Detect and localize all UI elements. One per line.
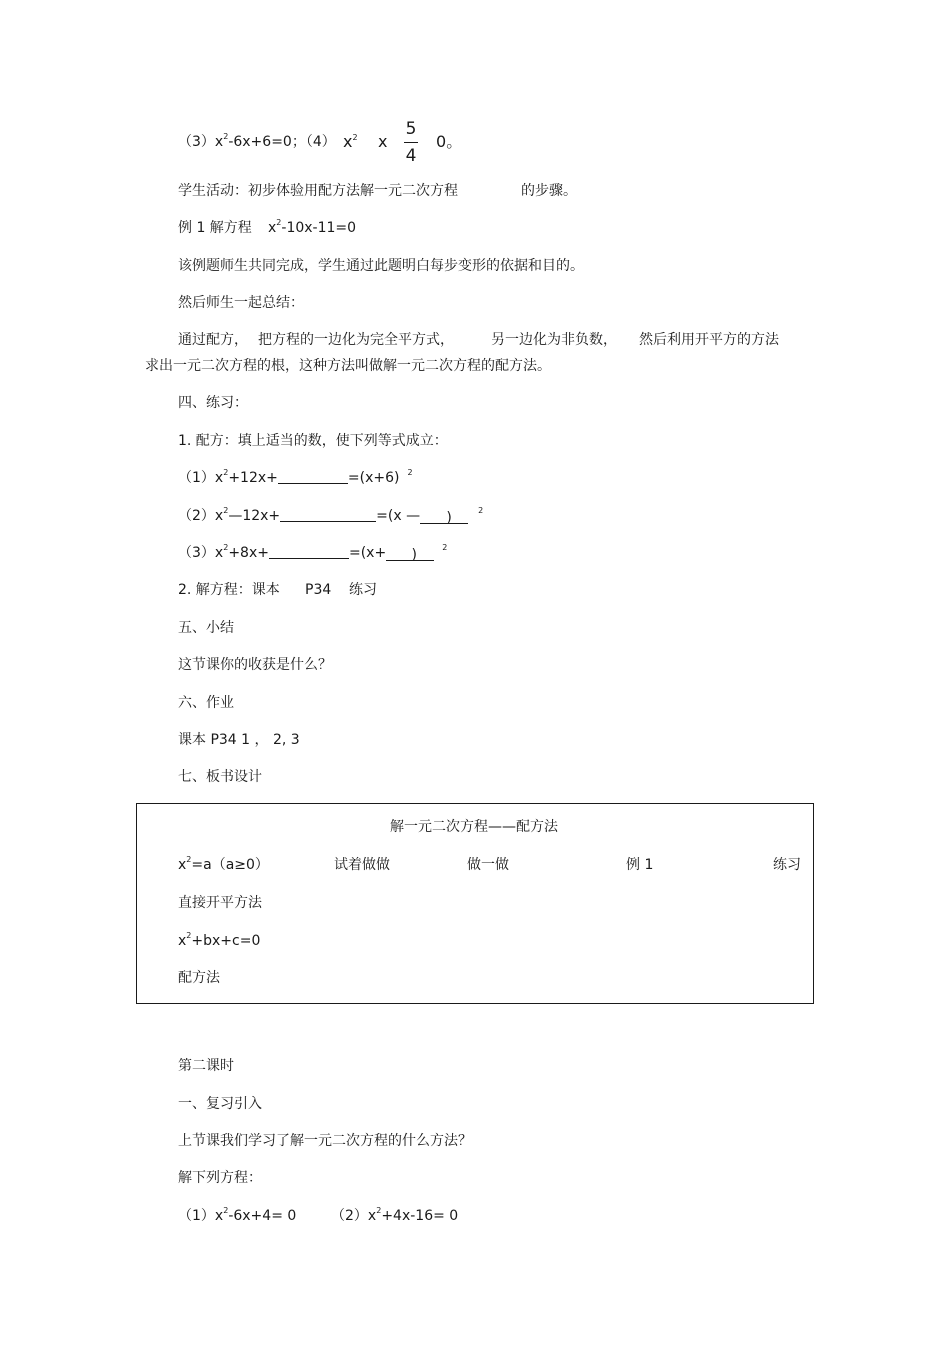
paragraph: 该例题师生共同完成，学生通过此题明白每步变形的依据和目的。 <box>178 258 584 274</box>
practice-item-3: $(3)x^2+8x+ =(x+$ ) $^2$ <box>178 543 448 563</box>
paragraph: 上节课我们学习了解一元二次方程的什么方法？ <box>178 1133 472 1149</box>
practice-item-1: $(1)x^2+12x+ =(x+6)$ $^2$ <box>178 468 413 486</box>
student-activity-tail: 的步骤。 <box>521 183 577 199</box>
homework: 课本 P34 1 ， 2, 3 <box>178 732 300 748</box>
fraction-denominator: 4 <box>405 146 417 166</box>
answer-blank <box>278 469 348 484</box>
text: -6x+6=0；（4） <box>228 134 336 150</box>
example-1-equation: $x^2-10x-11=0$ <box>268 218 357 236</box>
var-x: x <box>378 132 388 151</box>
text: （3） <box>178 134 215 150</box>
exponent: 2 <box>223 132 229 141</box>
paragraph: 这节课你的收获是什么？ <box>178 657 332 673</box>
review-equation-1: $(1)x^2-6x+4= 0$ <box>178 1206 297 1224</box>
board-col-example: 例 1 <box>626 857 654 873</box>
section-heading: 四、练习： <box>178 395 248 411</box>
section-heading: 六、作业 <box>178 695 234 711</box>
board-method-1: 直接开平方法 <box>178 895 262 911</box>
exercise-2: 2. 解方程：课本 <box>178 582 280 598</box>
section-heading: 一、复习引入 <box>178 1096 262 1112</box>
summary-part: 另一边化为非负数， <box>491 332 617 348</box>
summary-part: 通过配方， <box>178 332 248 348</box>
var: x <box>214 134 224 150</box>
board-col-try: 试着做做 <box>334 857 390 873</box>
example-1: 例 1 解方程 <box>178 220 252 236</box>
board-col-practice: 练习 <box>773 857 801 873</box>
answer-blank <box>280 507 376 522</box>
board-method-2: 配方法 <box>178 970 220 986</box>
equation-zero: 0。 <box>436 132 463 151</box>
board-formula-1: $x^2=a(a\ge 0)$ <box>178 855 269 873</box>
exercise-2-tail: 练习 <box>349 582 377 598</box>
board-formula-2: $x^2+bx+c=0$ <box>178 931 261 949</box>
student-activity: 学生活动：初步体验用配方法解一元二次方程 <box>178 183 458 199</box>
lesson-2-title: 第二课时 <box>178 1058 234 1074</box>
answer-blank: ) <box>386 546 434 561</box>
summary-continued: 求出一元二次方程的根，这种方法叫做解一元二次方程的配方法。 <box>145 358 551 374</box>
paragraph: 然后师生一起总结： <box>178 295 304 311</box>
summary-part: 把方程的一边化为完全平方式， <box>258 332 454 348</box>
section-heading: 七、板书设计 <box>178 769 262 785</box>
var-x: $x^2$ <box>343 132 358 151</box>
section-heading: 五、小结 <box>178 620 234 636</box>
fraction-bar <box>404 142 418 143</box>
exercise-2-page: P34 <box>305 582 332 598</box>
fraction-numerator: 5 <box>405 119 417 139</box>
board-title: 解一元二次方程——配方法 <box>390 819 558 835</box>
practice-item-2: $(2)x^2—12x+ =(x$ — ) $^2$ <box>178 506 484 526</box>
exercise-instruction: 1. 配方：填上适当的数，使下列等式成立： <box>178 433 448 449</box>
equation-line-3-4 <box>178 133 336 153</box>
summary-part: 然后利用开平方的方法 <box>639 332 779 348</box>
answer-blank: ) <box>420 509 468 524</box>
paragraph: 解下列方程： <box>178 1170 262 1186</box>
board-col-do: 做一做 <box>467 857 509 873</box>
answer-blank <box>269 544 349 559</box>
review-equation-2: $(2)x^2+4x-16= 0$ <box>331 1206 459 1224</box>
